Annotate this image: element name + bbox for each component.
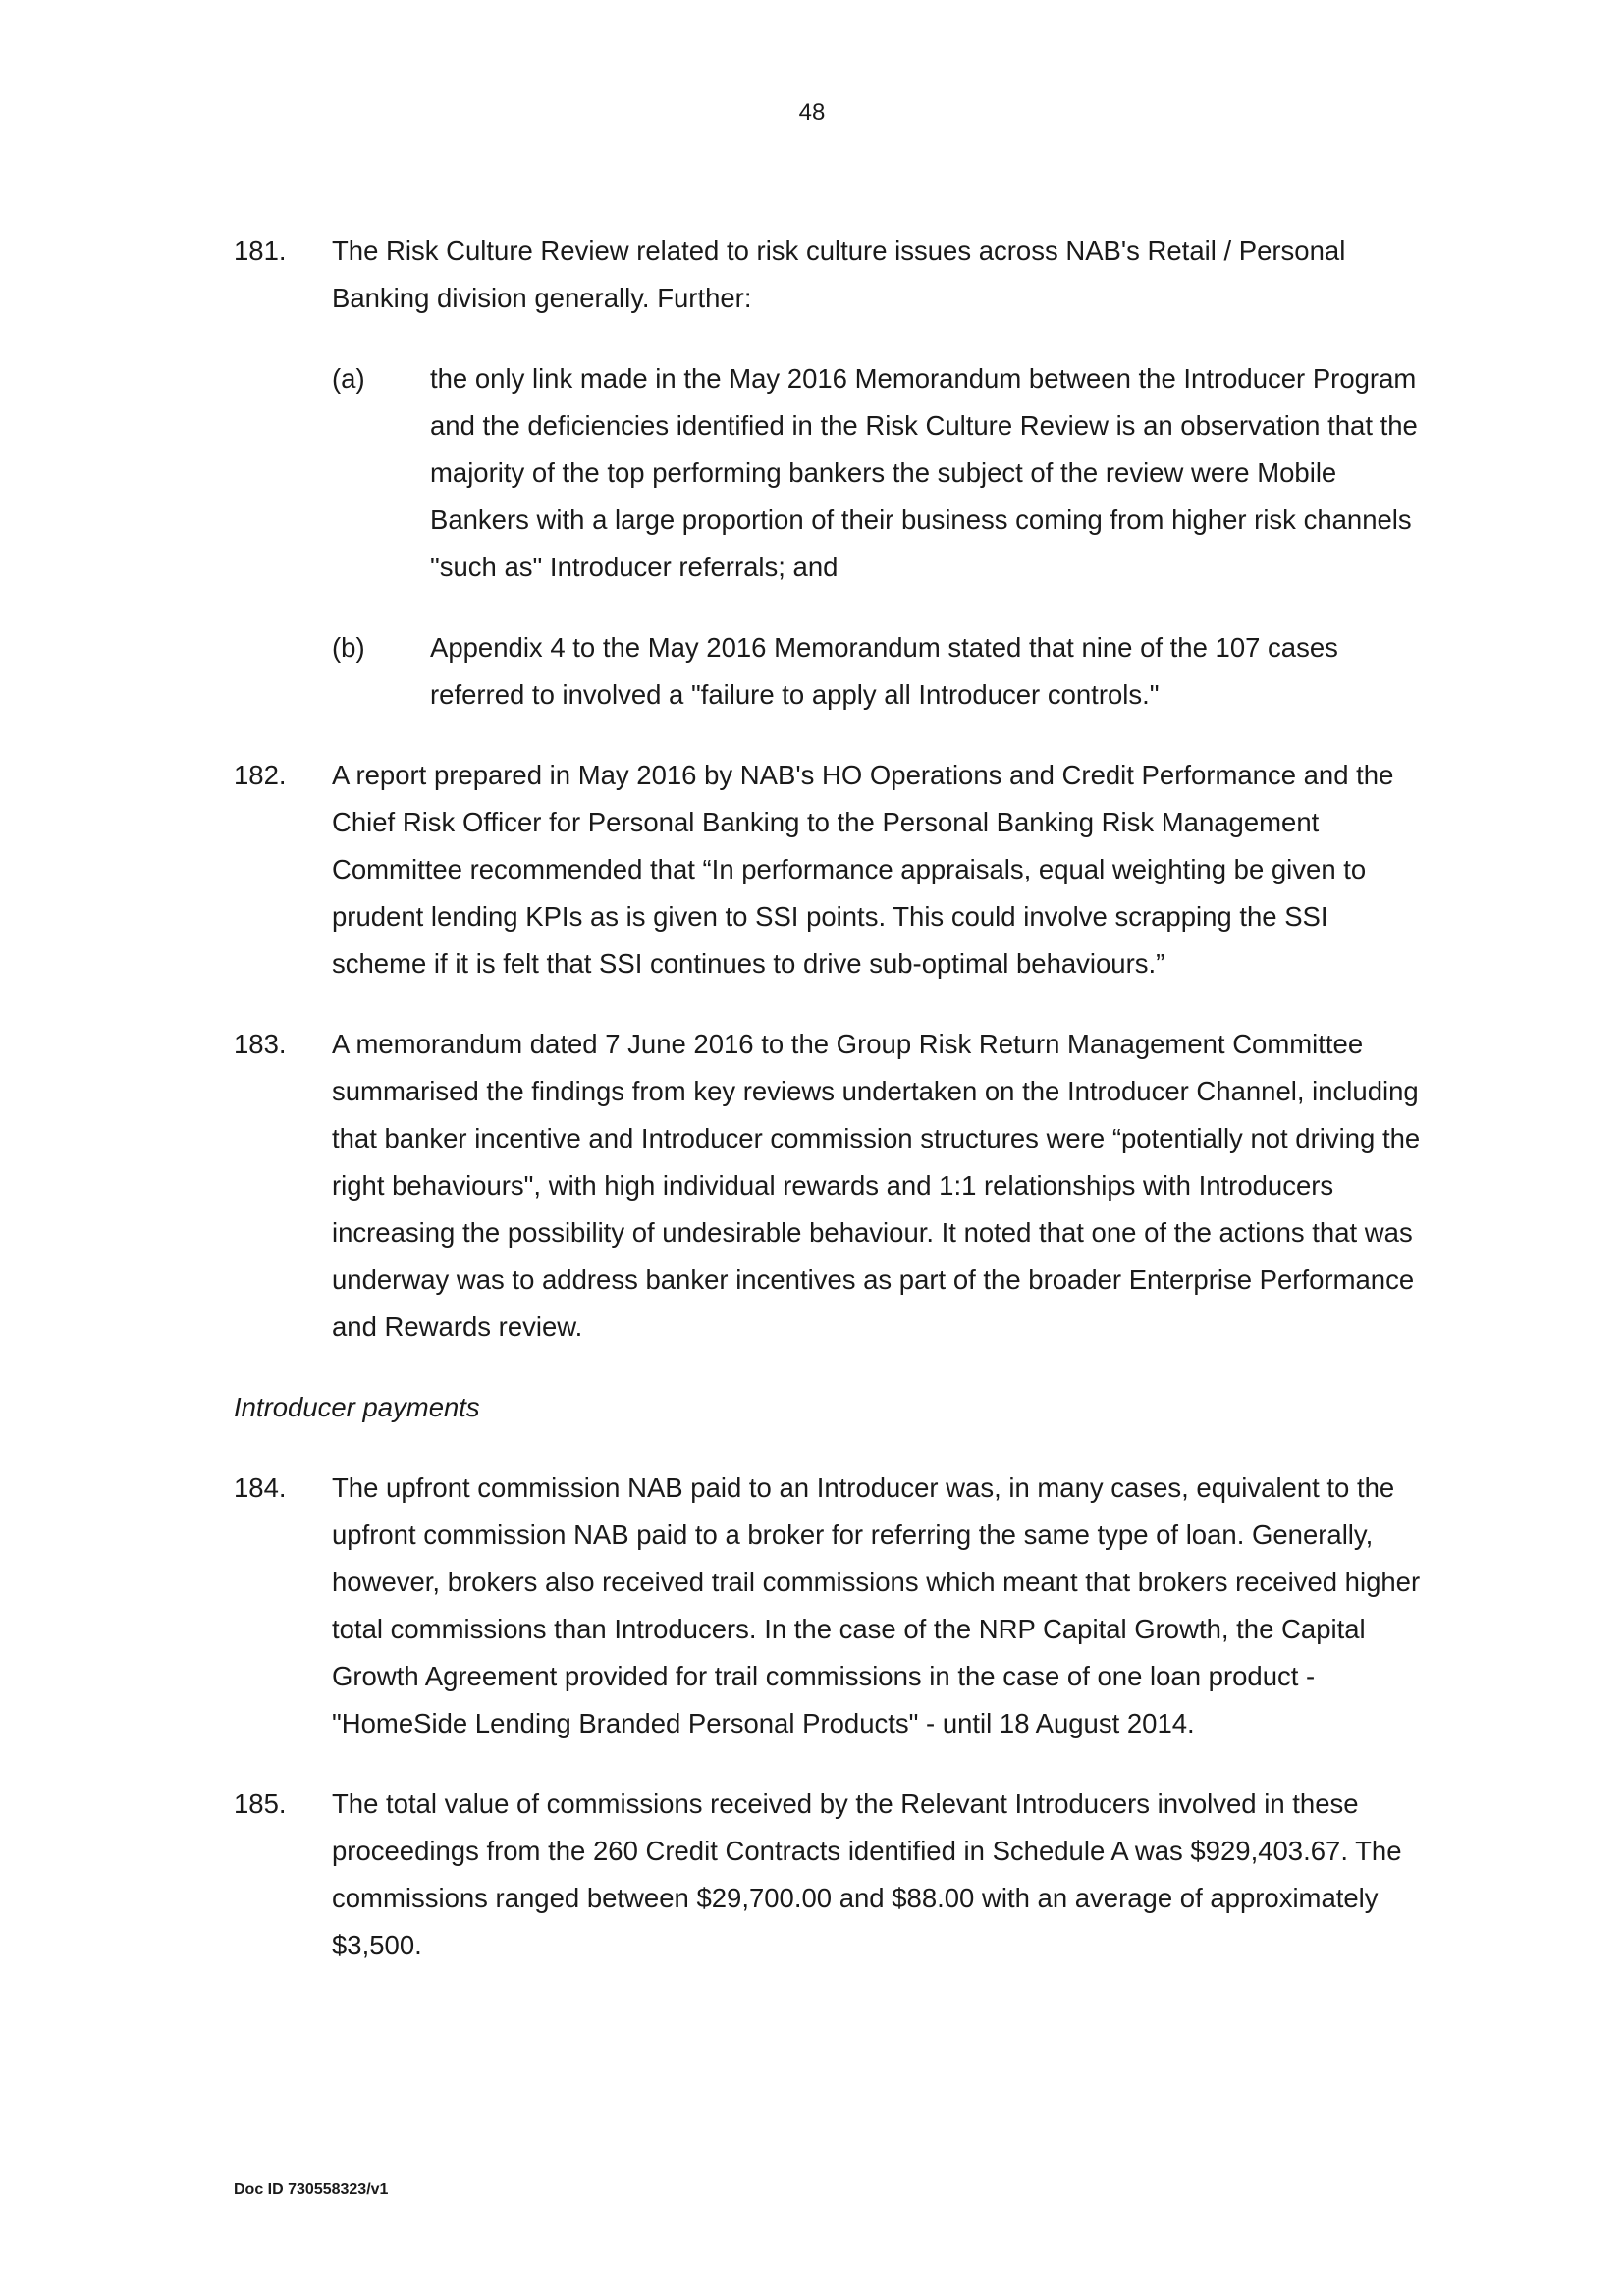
paragraph-181 [234,228,1424,719]
paragraph-number: 183. [234,1029,287,1059]
subparagraph-text: Appendix 4 to the May 2016 Memorandum stated that nine of the 107 cases referred to involved a "failure to apply all Introducer controls." [430,632,1338,710]
subparagraph-label: (a) [332,363,365,394]
paragraph-text: The Risk Culture Review related to risk culture issues across NAB's Retail / Personal Banking division generally. Further: [332,236,1346,313]
subparagraph-text: the only link made in the May 2016 Memorandum between the Introducer Program and the deficiencies identified in the Risk Culture Review is an observation that the majority of the top performing bankers the subject of the review were Mobile Bankers with a large proportion of their business coming from higher risk channels "such as" Introducer referrals; and [430,363,1418,582]
paragraph-number: 184. [234,1472,287,1503]
subparagraph-b [332,624,1424,719]
paragraph-185 [234,1781,1424,1969]
paragraph-text: A memorandum dated 7 June 2016 to the Group Risk Return Management Committee summarised the findings from key reviews undertaken on the Introducer Channel, including that banker incentive and Introducer commission structures were “potentially not driving the right behaviours", with high individual rewards and 1:1 relationships with Introducers increasing the possibility of undesirable behaviour. It noted that one of the actions that was underway was to address banker incentives as part of the broader Enterprise Performance and Rewards review. [332,1029,1421,1342]
subparagraph-label: (b) [332,632,365,663]
paragraph-183 [234,1021,1424,1351]
paragraph-number: 182. [234,760,287,790]
paragraph-text: The total value of commissions received by the Relevant Introducers involved in these proceedings from the 260 Credit Contracts identified in Schedule A was $929,403.67. The commissions ranged between $29,700.00 and $88.00 with an average of approximately $3,500. [332,1789,1402,1960]
document-body [234,228,1424,2002]
paragraph-number: 181. [234,236,287,266]
page-number: 48 [798,99,826,126]
paragraph-182 [234,752,1424,988]
paragraph-number: 185. [234,1789,287,1819]
section-heading: Introducer payments [234,1392,480,1422]
doc-id-footer: Doc ID 730558323/v1 [234,2181,389,2198]
paragraph-184 [234,1465,1424,1747]
paragraph-text: The upfront commission NAB paid to an Introducer was, in many cases, equivalent to the upfront commission NAB paid to a broker for referring the same type of loan. Generally, however, brokers also received trail commissions which meant that brokers received higher total commissions than Introducers. In the case of the NRP Capital Growth, the Capital Growth Agreement provided for trail commissions in the case of one loan product - "HomeSide Lending Branded Personal Products" - until 18 August 2014. [332,1472,1421,1738]
subparagraph-a [332,355,1424,591]
paragraph-text: A report prepared in May 2016 by NAB's HO Operations and Credit Performance and the Chief Risk Officer for Personal Banking to the Personal Banking Risk Management Committee recommended that “In performance appraisals, equal weighting be given to prudent lending KPIs as is given to SSI points. This could involve scrapping the SSI scheme if it is felt that SSI continues to drive sub-optimal behaviours.” [332,760,1394,979]
